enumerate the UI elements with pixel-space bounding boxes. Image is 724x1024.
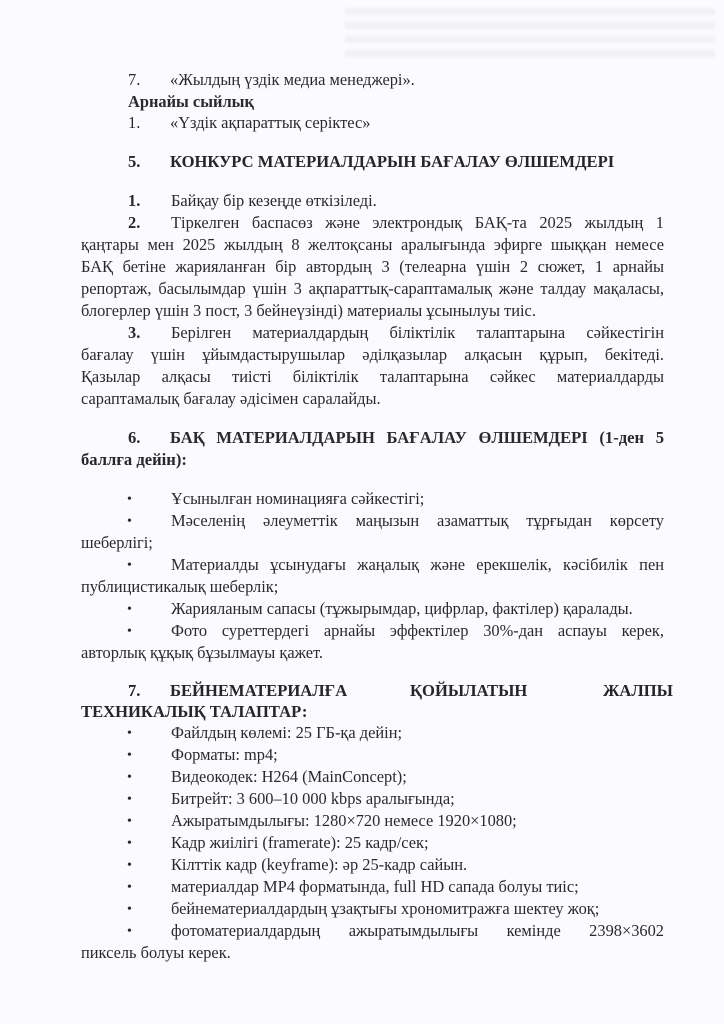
- requirement-text: фотоматериалдардың ажыратымдылығы кемінде 2398×3602: [171, 921, 664, 940]
- bullet-icon: •: [127, 624, 132, 639]
- item-text: «Жылдың үздік медиа менеджері».: [170, 70, 415, 89]
- nomination-item-7: [128, 69, 415, 91]
- section-5-heading: [128, 151, 614, 173]
- item-line: БАҚ бетіне жарияланған бір автордың 3 (телеарна үшін 2 сюжет, 1 арнайы: [81, 257, 664, 276]
- section-title-word: ҚОЙЫЛАТЫН: [410, 681, 528, 700]
- section-5-item-1: [128, 190, 377, 212]
- item-line: Тіркелген баспасөз және электрондық БАҚ-та 2025 жылдың 1: [171, 213, 664, 232]
- requirement-text: Битрейт: 3 600–10 000 kbps аралығында;: [171, 789, 455, 808]
- requirement-text: Форматы: mp4;: [171, 745, 278, 764]
- item-number: 3.: [128, 323, 141, 342]
- special-award-item-1: [128, 112, 370, 134]
- item-line: сараптамалық бағалау әдісімен саралайды.: [81, 389, 381, 408]
- bullet-icon: •: [127, 748, 132, 763]
- special-award-heading: Арнайы сыйлық: [128, 92, 254, 111]
- section-title-line: БАҚ МАТЕРИАЛДАРЫН БАҒАЛАУ ӨЛШЕМДЕРІ (1-ден 5: [170, 428, 664, 447]
- requirement-text: бейнематериалдардың ұзақтығы хрономитражға шектеу жоқ;: [171, 899, 600, 918]
- bullet-icon: •: [127, 836, 132, 851]
- item-number: 1.: [128, 113, 141, 132]
- requirement-text: Кадр жиілігі (framerate): 25 кадр/сек;: [171, 833, 429, 852]
- requirement-text: Ажыратымдылығы: 1280×720 немесе 1920×1080;: [171, 811, 517, 830]
- section-number: 7.: [128, 681, 141, 700]
- criteria-line: Мәселенің әлеуметтік маңызын азаматтық тұрғыдан көрсету: [171, 511, 664, 530]
- section-title-line: баллға дейін):: [81, 450, 187, 469]
- bullet-icon: •: [127, 792, 132, 807]
- item-line: репортаж, басылымдар үшін 3 ақпараттық-сараптамалық және талдау мақаласы,: [81, 279, 664, 298]
- item-line: Қазылар алқасы тиісті біліктілік талаптарына сәйкес материалдарды: [81, 367, 664, 386]
- bullet-icon: •: [127, 814, 132, 829]
- item-text: «Үздік ақпараттық серіктес»: [170, 113, 371, 132]
- item-line: бағалау үшін ұйымдастырушылар әділқазылар алқасын құрып, бекітеді.: [81, 345, 664, 364]
- requirement-text: Файлдың көлемі: 25 ГБ-қа дейін;: [171, 723, 403, 742]
- scan-showthrough: [345, 8, 715, 58]
- bullet-icon: •: [127, 602, 132, 617]
- criteria-line: Материалды ұсынудағы жаңалық және ерекшелік, кәсібилік пен: [171, 555, 664, 574]
- bullet-icon: •: [127, 558, 132, 573]
- requirement-text: Кілттік кадр (keyframe): әр 25-кадр сайын.: [171, 855, 468, 874]
- criteria-line: Фото суреттердегі арнайы эффектілер 30%-дан аспауы керек,: [171, 621, 664, 640]
- item-line: Берілген материалдардың біліктілік талаптарына сәйкестігін: [171, 323, 664, 342]
- item-line: блогерлер үшін 3 пост, 3 бейнеүзінді) материалы ұсынылуы тиіс.: [81, 301, 536, 320]
- section-title: КОНКУРС МАТЕРИАЛДАРЫН БАҒАЛАУ ӨЛШЕМДЕРІ: [170, 152, 615, 171]
- bullet-icon: •: [127, 924, 132, 939]
- bullet-icon: •: [127, 902, 132, 917]
- item-number: 2.: [128, 213, 141, 232]
- bullet-icon: •: [127, 770, 132, 785]
- requirement-text: пиксель болуы керек.: [81, 943, 231, 962]
- item-line: қаңтары мен 2025 жылдың 8 желтоқсаны аралығында эфирге шыққан немесе: [81, 235, 664, 254]
- bullet-icon: •: [127, 514, 132, 529]
- section-title-word: БЕЙНЕМАТЕРИАЛҒА: [170, 681, 348, 700]
- requirement-text: Видеокодек: H264 (MainConcept);: [171, 767, 407, 786]
- requirement-text: материалдар MP4 форматында, full HD сапада болуы тиіс;: [171, 877, 579, 896]
- bullet-icon: •: [127, 726, 132, 741]
- criteria-line: Жарияланым сапасы (тұжырымдар, цифрлар, фактілер) қаралады.: [171, 599, 633, 618]
- criteria-line: Ұсынылған номинацияға сәйкестігі;: [171, 489, 425, 508]
- criteria-line: публицистикалық шеберлік;: [81, 577, 279, 596]
- bullet-icon: •: [127, 492, 132, 507]
- section-number: 6.: [128, 428, 141, 447]
- section-number: 5.: [128, 152, 141, 171]
- section-title-word: ЖАЛПЫ: [603, 681, 673, 700]
- item-number: 7.: [128, 70, 141, 89]
- item-text: Байқау бір кезеңде өткізіледі.: [171, 191, 377, 210]
- section-title-line: ТЕХНИКАЛЫҚ ТАЛАПТАР:: [81, 702, 308, 721]
- bullet-icon: •: [127, 858, 132, 873]
- bullet-icon: •: [127, 880, 132, 895]
- criteria-line: авторлық құқық бұзылмауы қажет.: [81, 643, 324, 662]
- criteria-line: шеберлігі;: [81, 533, 153, 552]
- item-number: 1.: [128, 191, 141, 210]
